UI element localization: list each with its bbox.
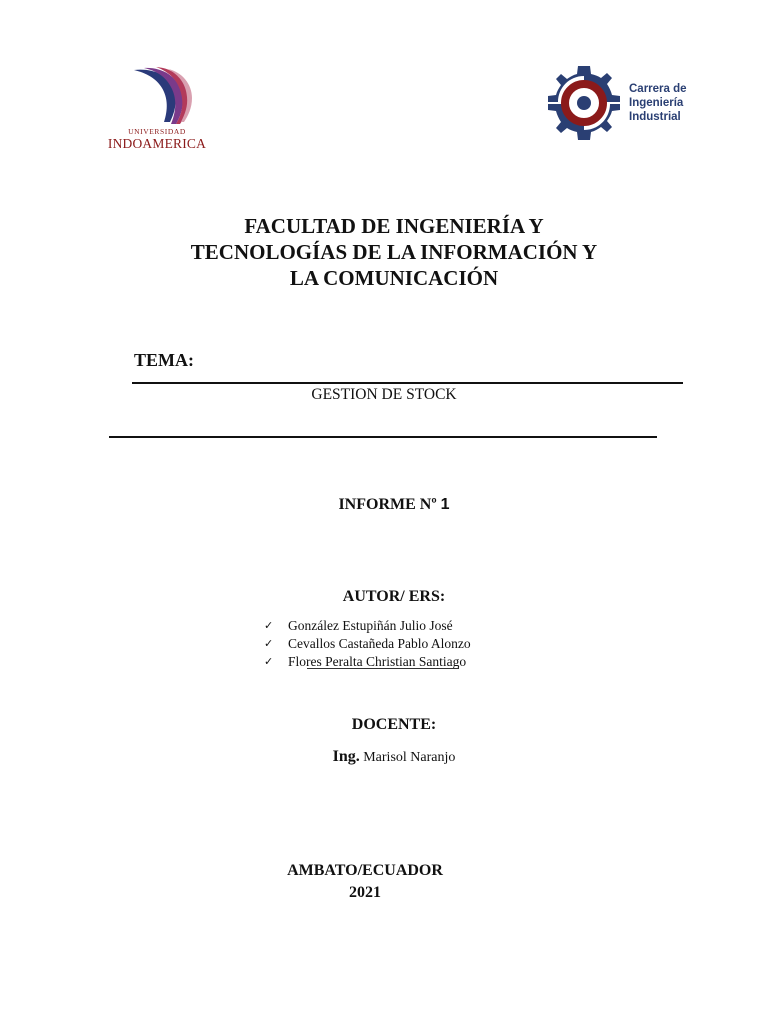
teacher-name: Marisol Naranjo [363, 750, 456, 765]
list-item [262, 617, 471, 635]
faculty-title [100, 213, 688, 291]
report-number: 1 [440, 496, 450, 513]
city: AMBATO/ECUADOR [287, 862, 443, 879]
divider-top [132, 382, 683, 384]
career-line-3: Industrial [629, 111, 681, 123]
check-icon: ✓ [264, 619, 274, 632]
teacher-label: DOCENTE: [351, 716, 437, 733]
career-line-1: Carrera de [629, 83, 687, 95]
faculty-line-2: TECNOLOGÍAS DE LA INFORMACIÓN Y [190, 240, 598, 264]
university-small-text: UNIVERSIDAD [128, 127, 186, 136]
list-item [262, 635, 471, 653]
university-emblem-icon [104, 64, 210, 126]
faculty-line-3: LA COMUNICACIÓN [289, 266, 499, 290]
authors-list [262, 617, 471, 671]
place-date [245, 860, 485, 904]
report-label: INFORME Nº [338, 496, 437, 513]
divider-bottom [109, 436, 657, 438]
authors-label: AUTOR/ ERS: [342, 588, 446, 605]
career-logo [543, 62, 703, 144]
university-logo [104, 64, 214, 154]
teacher [100, 748, 688, 766]
author-name: González Estupiñán Julio José [288, 618, 453, 633]
report-title [100, 496, 688, 514]
check-icon: ✓ [264, 655, 274, 668]
faculty-line-1: FACULTAD DE INGENIERÍA Y [244, 214, 544, 238]
career-line-2: Ingeniería [629, 97, 684, 109]
tema-label: TEMA: [134, 350, 194, 370]
author-name: Flores Peralta Christian Santiago [288, 654, 467, 669]
teacher-title: Ing. [332, 748, 360, 765]
university-name-text: INDOAMERICA [107, 136, 207, 151]
tema-value: GESTION DE STOCK [311, 386, 457, 403]
career-name [629, 82, 687, 124]
year: 2021 [349, 884, 381, 901]
gear-icon [543, 62, 625, 144]
check-icon: ✓ [264, 637, 274, 650]
author-name: Cevallos Castañeda Pablo Alonzo [288, 636, 471, 651]
author-underline [307, 668, 459, 669]
